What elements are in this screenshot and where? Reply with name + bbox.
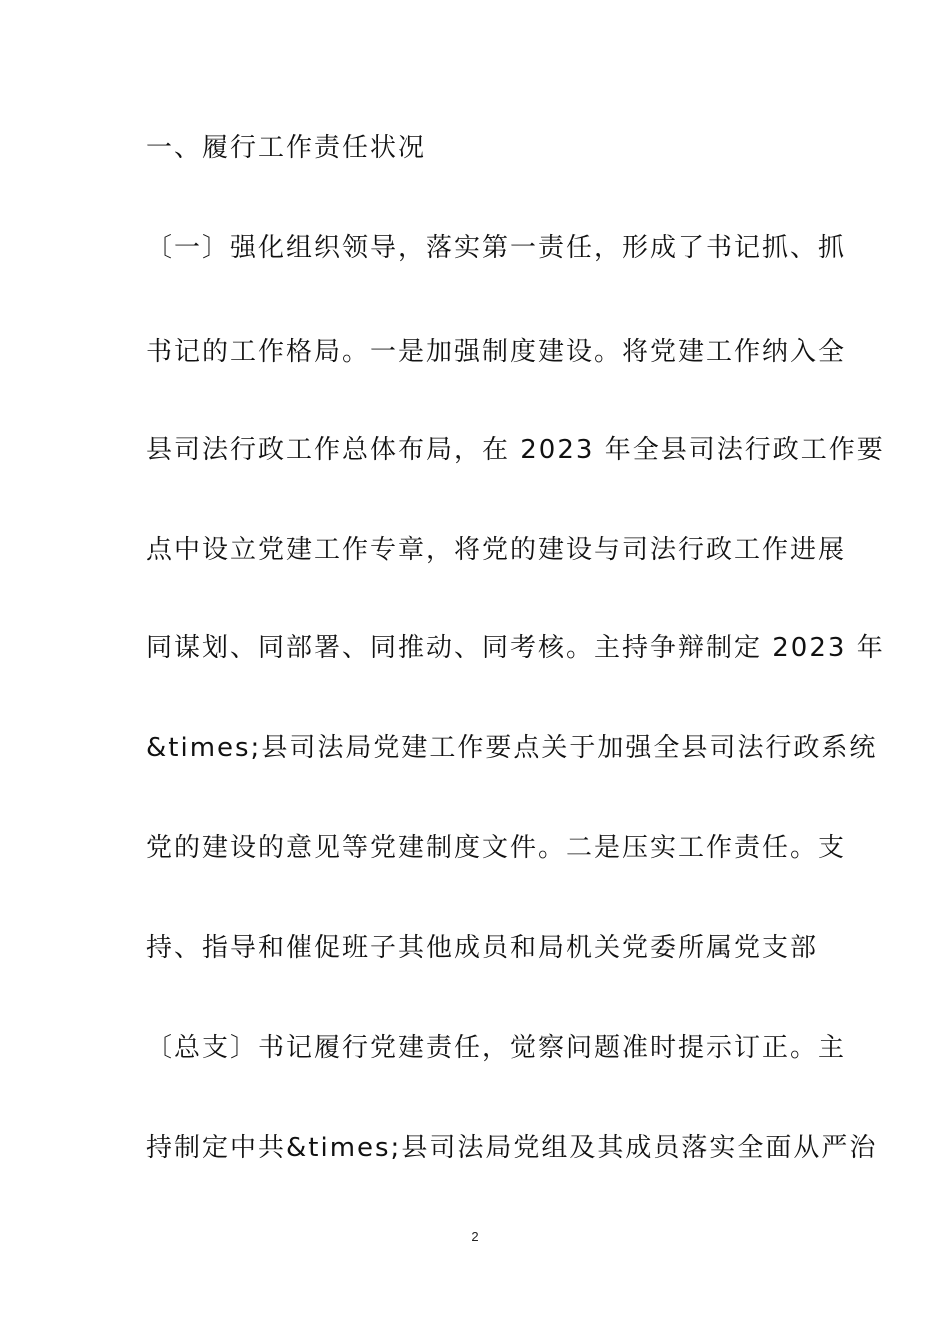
paragraph-line: &times;县司法局党建工作要点关于加强全县司法行政系统 <box>146 733 878 763</box>
paragraph-line: 县司法行政工作总体布局，在 2023 年全县司法行政工作要 <box>146 435 885 465</box>
paragraph-line: 党的建设的意见等党建制度文件。二是压实工作责任。支 <box>146 833 847 863</box>
paragraph-line: 点中设立党建工作专章，将党的建设与司法行政工作进展 <box>146 535 847 565</box>
paragraph-line: 同谋划、同部署、同推动、同考核。主持争辩制定 2023 年 <box>146 633 885 663</box>
section-heading: 一、履行工作责任状况 <box>146 133 427 163</box>
paragraph-line: 书记的工作格局。一是加强制度建设。将党建工作纳入全 <box>146 337 847 367</box>
paragraph-line: 持制定中共&times;县司法局党组及其成员落实全面从严治 <box>146 1133 878 1163</box>
page-number: 2 <box>471 1229 479 1244</box>
paragraph-line: 持、指导和催促班子其他成员和局机关党委所属党支部 <box>146 933 819 963</box>
paragraph-line: 〔一〕强化组织领导，落实第一责任，形成了书记抓、抓 <box>146 233 847 263</box>
paragraph-line: 〔总支〕书记履行党建责任，觉察问题准时提示订正。主 <box>146 1033 847 1063</box>
